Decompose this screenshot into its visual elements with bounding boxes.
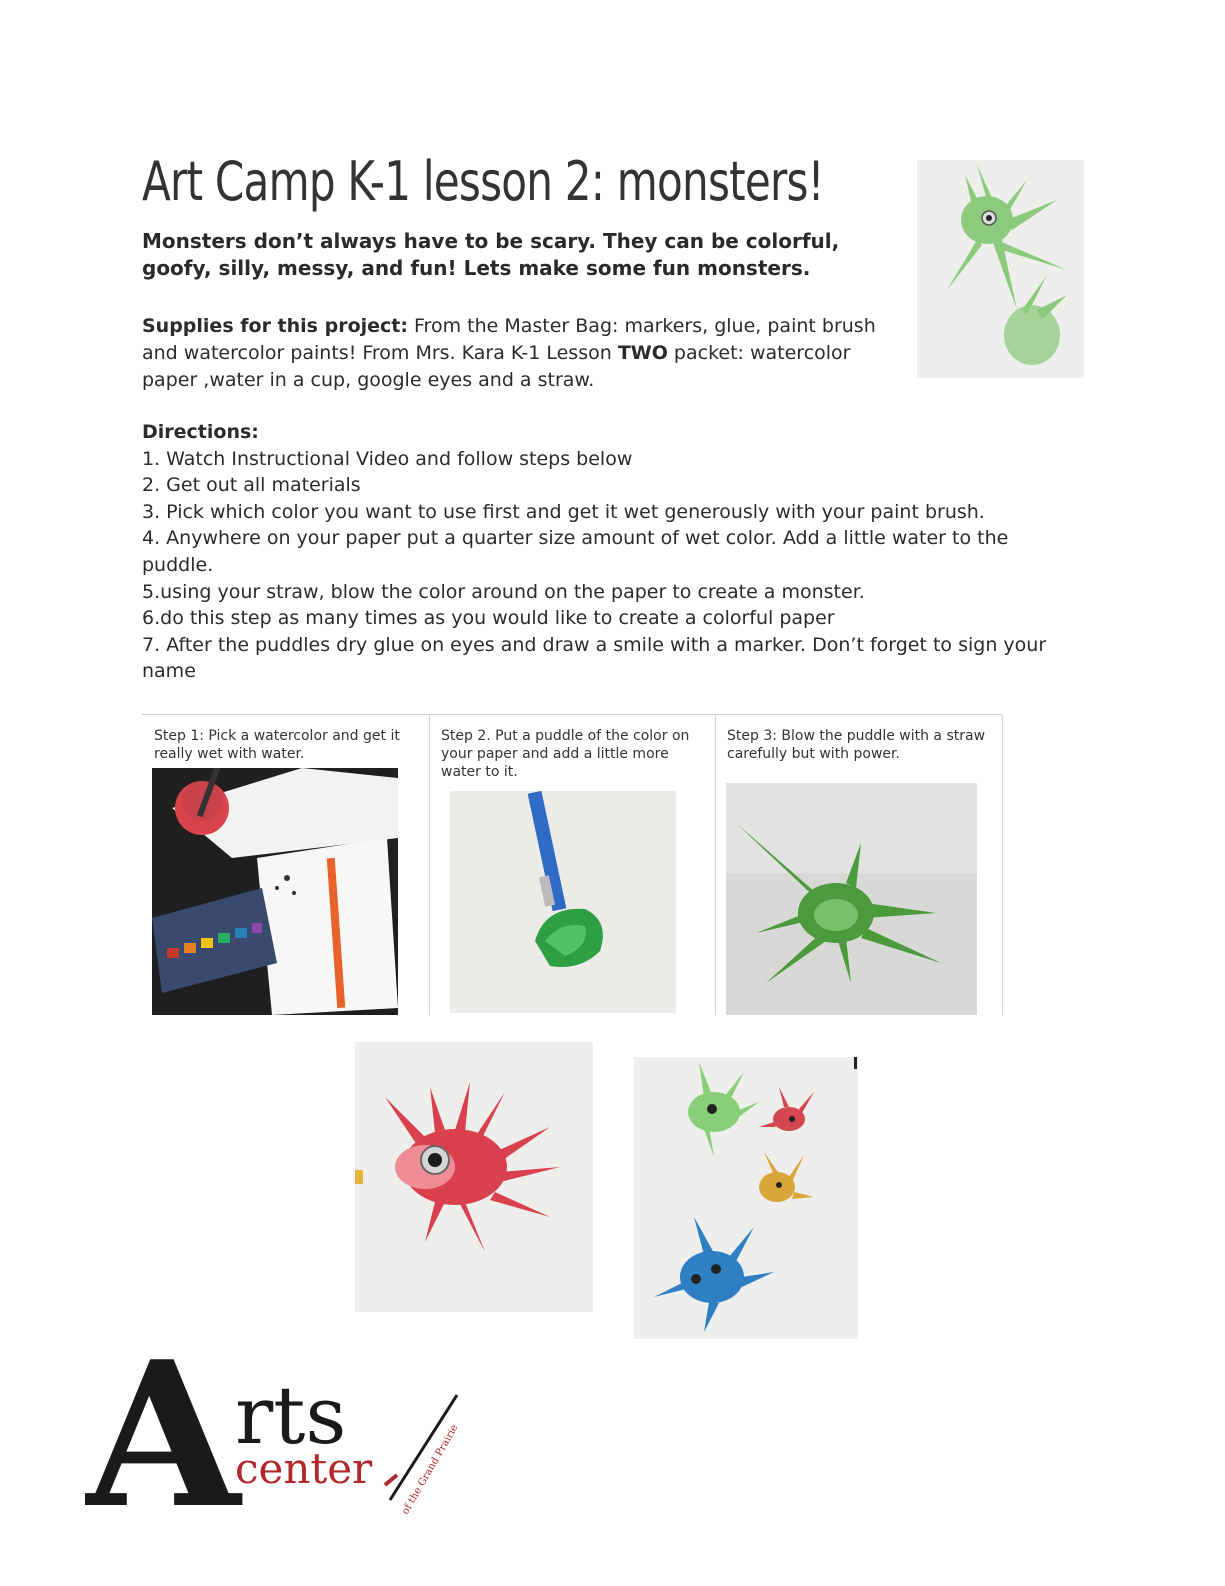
step-2-photo (450, 791, 676, 1013)
direction-step: 2. Get out all materials (142, 474, 361, 497)
supplies-paragraph (142, 313, 902, 394)
brush-tip-icon (385, 1475, 397, 1485)
supplies-text-2: packet: watercolor paper ,water in a cup, google eyes and a straw. (142, 342, 851, 391)
step-cell-2 (429, 715, 716, 1015)
directions-heading: Directions: (142, 421, 259, 443)
step-cell-1 (142, 715, 430, 1015)
direction-step: 3. Pick which color you want to use first and get it wet generously with your paint brush. (142, 500, 985, 523)
logo-rts: rts (235, 1369, 347, 1462)
step-caption: Step 3: Blow the puddle with a straw carefully but with power. (727, 728, 986, 762)
multi-monster-photo (634, 1057, 858, 1339)
direction-step: 7. After the puddles dry glue on eyes and draw a smile with a marker. Don’t forget to sign your name (142, 633, 1047, 683)
page-title: Art Camp K-1 lesson 2: monsters! (142, 150, 824, 213)
green-monster-photo (917, 160, 1084, 378)
red-monster-photo (355, 1042, 593, 1312)
step-cell-3 (715, 715, 1003, 1015)
logo-letter-a: A (85, 1325, 241, 1525)
step-caption: Step 2. Put a puddle of the color on your paper and add a little more water to it. (441, 728, 690, 780)
step-1-photo (152, 768, 398, 1015)
intro-paragraph: Monsters don’t always have to be scary. They can be colorful, goofy, silly, messy, and fun! Lets make some fun monsters. (142, 229, 840, 280)
step-caption: Step 1: Pick a watercolor and get it really wet with water. (154, 728, 400, 762)
directions-section (142, 419, 1062, 685)
direction-step: 6.do this step as many times as you would like to create a colorful paper (142, 607, 835, 630)
logo-center: center (235, 1444, 373, 1493)
supplies-text: From the Master Bag: markers, glue, paint brush and watercolor paints! From Mrs. Kara K-1 Lesson (142, 315, 876, 364)
supplies-emphasis: TWO (617, 342, 668, 364)
supplies-label: Supplies for this project: (142, 315, 408, 337)
direction-step: 4. Anywhere on your paper put a quarter size amount of wet color. Add a little water to the puddle. (142, 527, 1009, 576)
direction-step: 1. Watch Instructional Video and follow steps below (142, 447, 633, 470)
logo-tagline: of the Grand Prairie (400, 1422, 461, 1517)
steps-table (142, 714, 1002, 1015)
arts-center-logo (85, 1325, 485, 1525)
direction-step: 5.using your straw, blow the color around on the paper to create a monster. (142, 580, 865, 603)
step-3-photo (726, 783, 977, 1015)
